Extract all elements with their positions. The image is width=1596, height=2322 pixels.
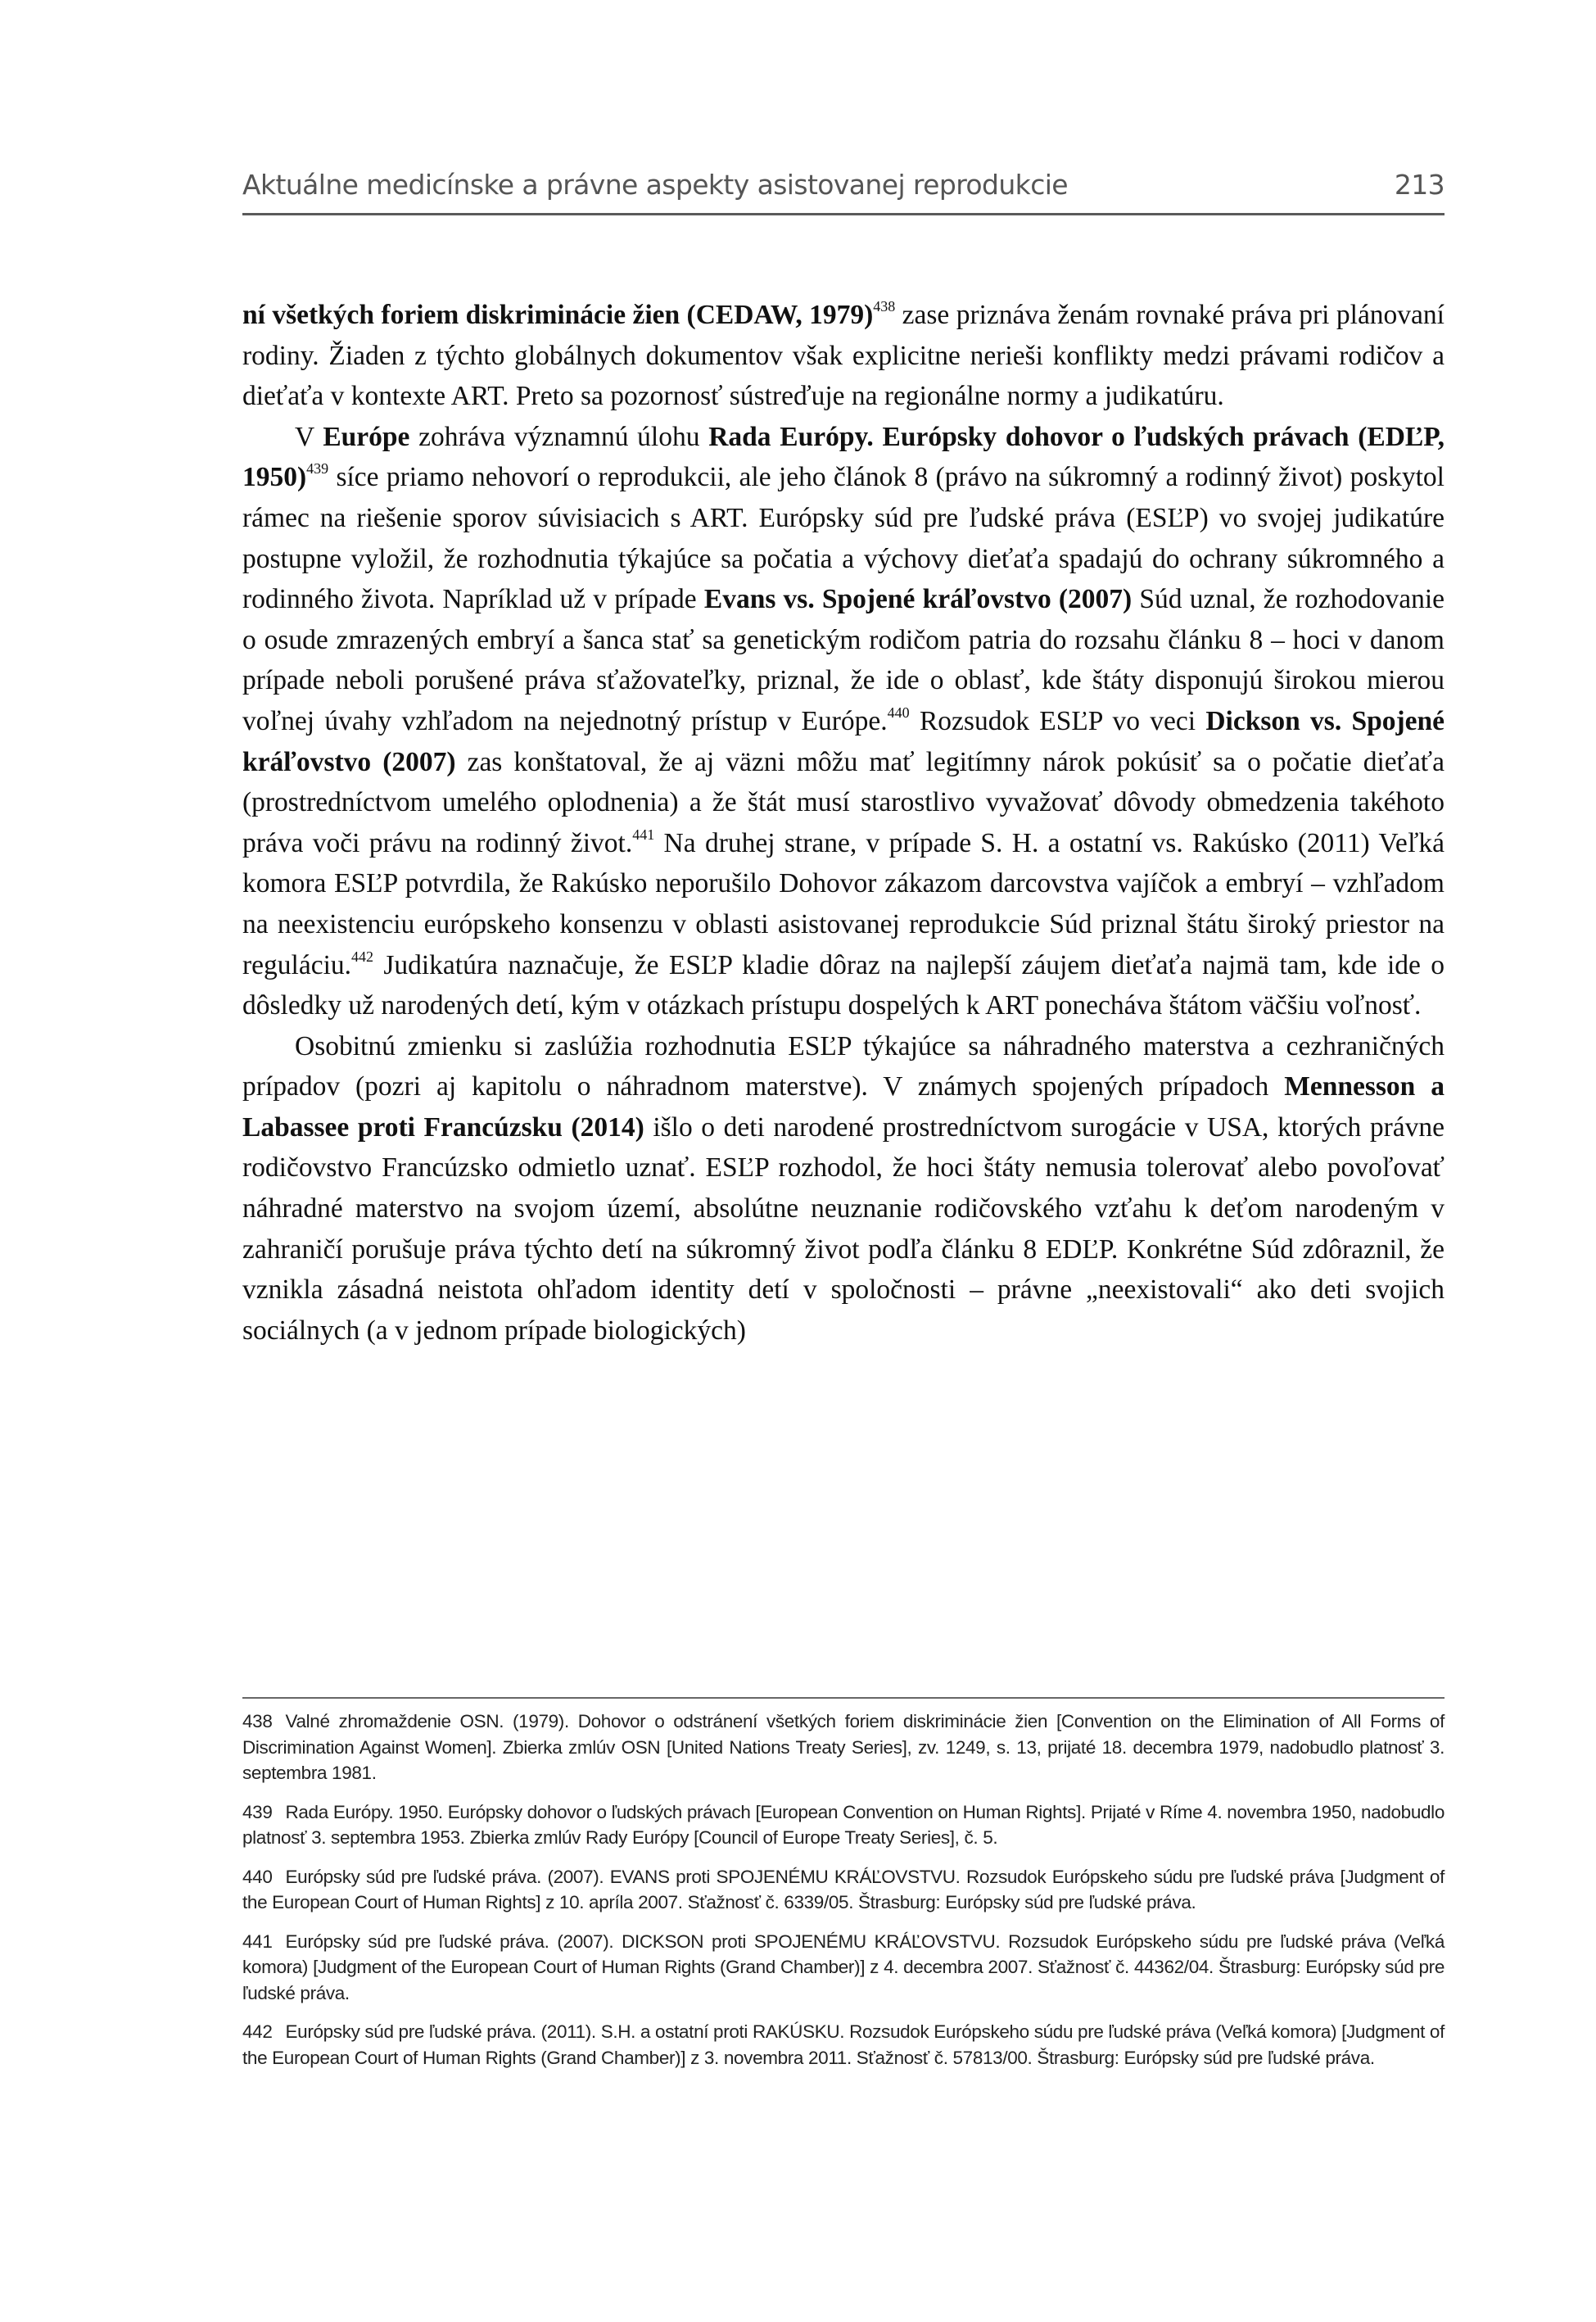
footnote-text: Rada Európy. 1950. Európsky dohovor o ľudských právach [European Convention on Human Rights]. Prijaté v Ríme 4. novembra 1950, nadobudlo platnosť 3. septembra 1953. Zbierka zmlúv Rady Európy [Council of Europe Treaty Series], č. 5. [242,1801,1445,1848]
footnote-text: Valné zhromaždenie OSN. (1979). Dohovor o odstránení všetkých foriem diskriminácie žien [Convention on the Elimination of All Forms of Discrimination Against Women]. Zbierka zmlúv OSN [United Nations Treaty Series], zv. 1249, s. 13, prijaté 18. decembra 1979, nadobudlo platnosť 3. septembra 1981. [242,1711,1445,1783]
footnote-number: 440 [242,1866,273,1887]
footnote-ref-440[interactable]: 440 [887,704,910,721]
footnote-number: 441 [242,1930,273,1952]
bold-case-name: Mennesson a Labassee proti Francúzsku (2014) [242,1071,1445,1143]
footnote-separator [242,1697,1445,1699]
footnotes [242,1709,1445,2084]
bold-phrase: ní všetkých foriem diskriminácie žien (CEDAW, 1979) [242,300,874,330]
footnote-number: 438 [242,1711,273,1731]
footnote-text: Európsky súd pre ľudské práva. (2011). S.H. a ostatní proti RAKÚSKU. Rozsudok Európskeho súdu pre ľudské práva (Veľká komora) [Judgment of the European Court of Human Rights (Grand Chamber)] z 3. novembra 2011. Sťažnosť č. 57813/00. Štrasburg: Európsky súd pre ľudské práva. [242,2021,1445,2068]
footnote-ref-442[interactable]: 442 [351,948,374,965]
footnote-ref-439[interactable]: 439 [306,460,329,478]
footnote-440 [242,1864,1445,1916]
paragraph-text: Súd uznal, že rozhodovanie o osude zmrazených embryí a šanca stať sa genetickým rodičom patria do rozsahu článku 8 – hoci v danom prípade neboli porušené práva sťažovateľky, priznal, že ide o oblasť, kde štáty disponujú širokou mierou voľnej úvahy vzhľadom na nejednotný prístup v Európe. [242,584,1445,736]
paragraph-text: Judikatúra naznačuje, že ESĽP kladie dôraz na najlepší záujem dieťaťa najmä tam, kde ide o dôsledky už narodených detí, kým v otázkach prístupu dospelých k ART ponecháva štátom väčšiu voľnosť. [242,949,1445,1021]
footnote-text: Európsky súd pre ľudské práva. (2007). DICKSON proti SPOJENÉMU KRÁĽOVSTVU. Rozsudok Európskeho súdu pre ľudské práva (Veľká komora) [Judgment of the European Court of Human Rights (Grand Chamber)] z 4. decembra 2007. Sťažnosť č. 44362/04. Štrasburg: Európsky súd pre ľudské práva. [242,1930,1445,2003]
running-header [242,165,1445,215]
footnote-441 [242,1929,1445,2007]
paragraph-text: zase priznáva ženám rovnaké práva pri plánovaní rodiny. Žiaden z týchto globálnych dokumentov však explicitne nerieši konflikty medzi právami rodičov a dieťaťa v kontexte ART. Preto sa pozornosť sústreďuje na regionálne normy a judikatúru. [242,300,1445,412]
paragraph-text: síce priamo nehovorí o reprodukcii, ale jeho článok 8 (právo na súkromný a rodinný život) poskytol rámec na riešenie sporov súvisiacich s ART. Európsky súd pre ľudské práva (ESĽP) vo svojej judikatúre postupne vyložil, že rozhodnutia týkajúce sa počatia a výchovy dieťaťa spadajú do ochrany súkromného a rodinného života. Napríklad už v prípade [242,462,1445,615]
footnote-number: 442 [242,2021,273,2042]
bold-case-name: Evans vs. Spojené kráľovstvo (2007) [703,584,1133,615]
paragraph-text: Na druhej strane, v prípade S. H. a ostatní vs. Rakúsko (2011) Veľká komora ESĽP potvrdila, že Rakúsko neporušilo Dohovor zákazom darcovstva vajíčok a embryí – vzhľadom na neexistenciu európskeho konsenzu v oblasti asistovanej reprodukcie Súd priznal štátu široký priestor na reguláciu. [242,827,1445,980]
paragraph-text: zohráva významnú úlohu [409,421,709,452]
footnote-ref-441[interactable]: 441 [632,826,655,843]
paragraph-text: zas konštatoval, že aj väzni môžu mať legitímny nárok pokúsiť sa o počatie dieťaťa (prostredníctvom umelého oplodnenia) a že štát musí starostlivo vyvažovať dôvody obmedzenia takéhoto práva voči právu na rodinný život. [242,746,1445,858]
paragraph-text: V [295,421,323,452]
bold-phrase: Rada Európy. Európsky dohovor o ľudských právach (EDĽP, 1950) [242,421,1445,493]
footnote-text: Európsky súd pre ľudské práva. (2007). EVANS proti SPOJENÉMU KRÁĽOVSTVU. Rozsudok Európskeho súdu pre ľudské práva [Judgment of the European Court of Human Rights] z 10. apríla 2007. Sťažnosť č. 6339/05. Štrasburg: Európsky súd pre ľudské práva. [242,1866,1445,1912]
footnote-number: 439 [242,1801,273,1822]
paragraph-text: Rozsudok ESĽP vo veci [909,705,1206,736]
footnote-ref-438[interactable]: 438 [873,298,896,315]
page-number: 213 [1394,169,1445,201]
paragraph-1 [242,295,1445,417]
paragraph-2 [242,417,1445,1026]
running-title: Aktuálne medicínske a právne aspekty asistovanej reprodukcie [242,169,1069,201]
bold-phrase: Európe [323,421,410,452]
footnote-442 [242,2019,1445,2071]
paragraph-text: išlo o deti narodené prostredníctvom surogácie v USA, ktorých právne rodičovstvo Francúzsko odmietlo uznať. ESĽP rozhodol, že hoci štáty nemusia tolerovať alebo povoľovať náhradné materstvo na svojom území, absolútne neuznanie rodičovského vzťahu k deťom narodeným v zahraničí porušuje práva týchto detí na súkromný život podľa článku 8 EDĽP. Konkrétne Súd zdôraznil, že vznikla zásadná neistota ohľadom identity detí v spoločnosti – právne „neexistovali“ ako deti svojich sociálnych (a v jednom prípade biologických) [242,1111,1445,1346]
paragraph-3 [242,1026,1445,1351]
footnote-439 [242,1799,1445,1851]
bold-case-name: Dickson vs. Spojené kráľovstvo (2007) [242,705,1445,777]
body-text [242,295,1445,1351]
paragraph-text: Osobitnú zmienku si zaslúžia rozhodnutia ESĽP týkajúce sa náhradného materstva a cezhraničných prípadov (pozri aj kapitolu o náhradnom materstve). V známych spojených prípadoch [242,1030,1445,1102]
footnote-438 [242,1709,1445,1786]
